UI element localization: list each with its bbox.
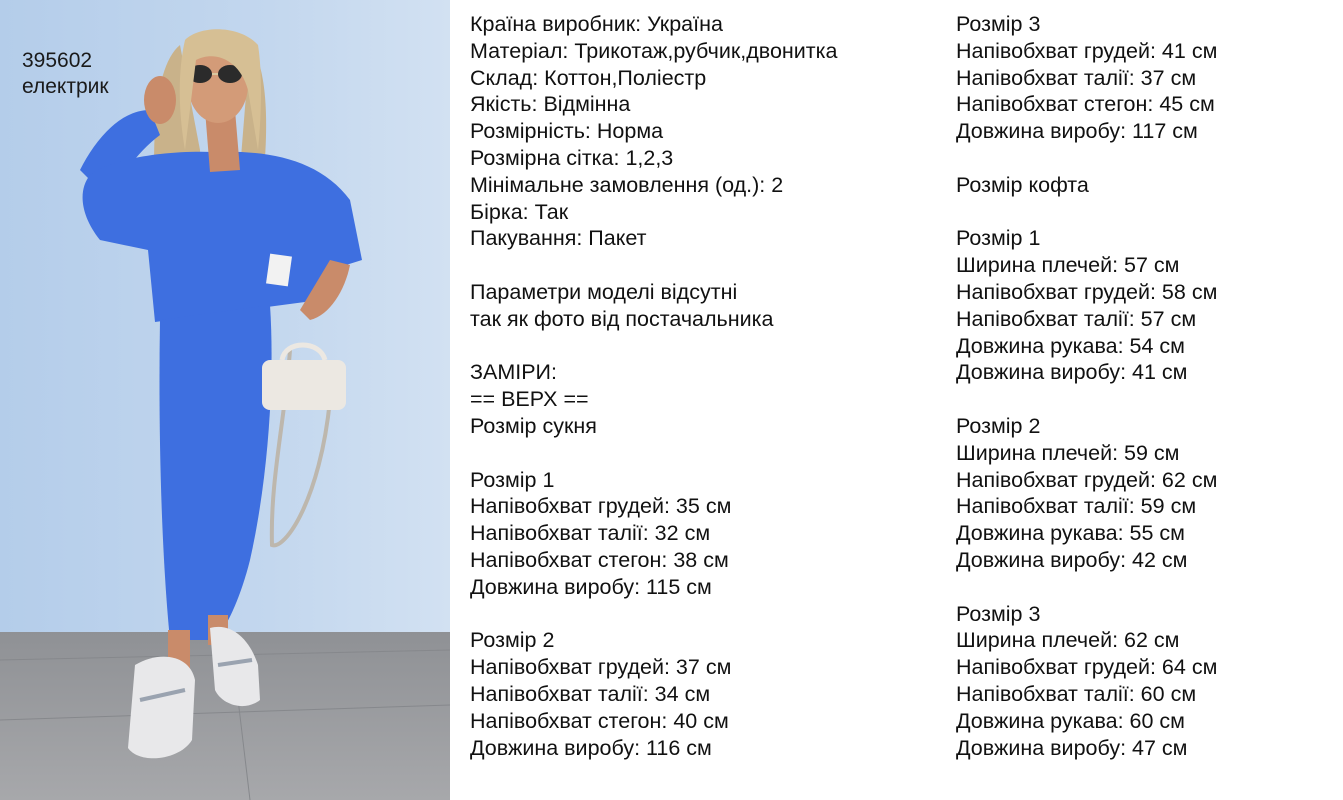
handbag [262, 360, 346, 410]
model-illustration [0, 0, 450, 800]
spec-line: Довжина виробу: 116 см [470, 735, 712, 760]
spec-line: Параметри моделі відсутні [470, 279, 738, 304]
spec-line: Розмір 2 [956, 413, 1041, 438]
spec-line: Мінімальне замовлення (од.): 2 [470, 172, 784, 197]
spec-line: Розмірна сітка: 1,2,3 [470, 145, 674, 170]
spec-line: Довжина рукава: 55 см [956, 521, 1185, 546]
spec-line: Напівобхват грудей: 41 см [956, 38, 1218, 63]
spacer [470, 601, 837, 628]
sneaker-left [128, 657, 195, 759]
spec-line: Напівобхват грудей: 37 см [470, 655, 732, 680]
spec-line: Напівобхват грудей: 64 см [956, 655, 1218, 680]
spec-line: Напівобхват талії: 60 см [956, 681, 1197, 706]
spec-line: Якість: Відмінна [470, 92, 631, 117]
spec-line: Країна виробник: Україна [470, 12, 723, 36]
color-name: електрик [22, 75, 109, 98]
spec-line: Довжина рукава: 54 см [956, 333, 1185, 358]
spec-line: Розмір сукня [470, 413, 597, 438]
spec-line: Довжина виробу: 47 см [956, 735, 1188, 760]
spec-line: == ВЕРХ == [470, 387, 589, 412]
spec-line: Напівобхват талії: 34 см [470, 681, 711, 706]
spacer [956, 574, 1217, 601]
spec-line: Матеріал: Трикотаж,рубчик,двонитка [470, 38, 838, 63]
spec-line: Напівобхват талії: 59 см [956, 494, 1197, 519]
spec-line: Розмір 1 [470, 467, 555, 492]
spacer [956, 386, 1217, 413]
spec-line: Напівобхват грудей: 62 см [956, 467, 1218, 492]
spec-line: Напівобхват талії: 32 см [470, 521, 711, 546]
spec-line: Ширина плечей: 57 см [956, 253, 1180, 278]
size-chart-column [956, 11, 1217, 761]
spec-line: Довжина виробу: 117 см [956, 119, 1198, 144]
spec-line: Напівобхват талії: 37 см [956, 65, 1197, 90]
spec-line: Розмір 3 [956, 601, 1041, 626]
spec-line: Розмір 2 [470, 628, 555, 653]
spec-line: Напівобхват грудей: 35 см [470, 494, 732, 519]
spec-line: Ширина плечей: 59 см [956, 440, 1180, 465]
spacer [470, 252, 837, 279]
spec-line: Бірка: Так [470, 199, 569, 224]
spacer [956, 145, 1217, 172]
spec-line: Довжина виробу: 41 см [956, 360, 1188, 385]
spec-line: Розмірність: Норма [470, 119, 664, 144]
product-photo [0, 0, 450, 800]
spec-line: Довжина виробу: 115 см [470, 574, 712, 599]
spec-line: ЗАМІРИ: [470, 360, 557, 385]
spec-line: Пакування: Пакет [470, 226, 647, 251]
spec-line: Напівобхват грудей: 58 см [956, 279, 1218, 304]
spec-line: Довжина виробу: 42 см [956, 547, 1188, 572]
spec-line: Напівобхват талії: 57 см [956, 306, 1197, 331]
product-info-column [470, 11, 837, 761]
photo-caption [22, 48, 109, 100]
spec-line: Напівобхват стегон: 45 см [956, 92, 1215, 117]
spec-line: Напівобхват стегон: 38 см [470, 547, 729, 572]
spec-line: Ширина плечей: 62 см [956, 628, 1180, 653]
spec-line: Розмір 1 [956, 226, 1041, 251]
spacer [470, 333, 837, 360]
spec-line: Напівобхват стегон: 40 см [470, 708, 729, 733]
spec-line: Розмір кофта [956, 172, 1089, 197]
article-number: 395602 [22, 49, 93, 72]
spec-line: так як фото від постачальника [470, 306, 774, 331]
spacer [956, 199, 1217, 226]
spec-line: Склад: Коттон,Поліестр [470, 65, 707, 90]
spacer [470, 440, 837, 467]
spec-line: Довжина рукава: 60 см [956, 708, 1185, 733]
spec-line: Розмір 3 [956, 12, 1041, 36]
